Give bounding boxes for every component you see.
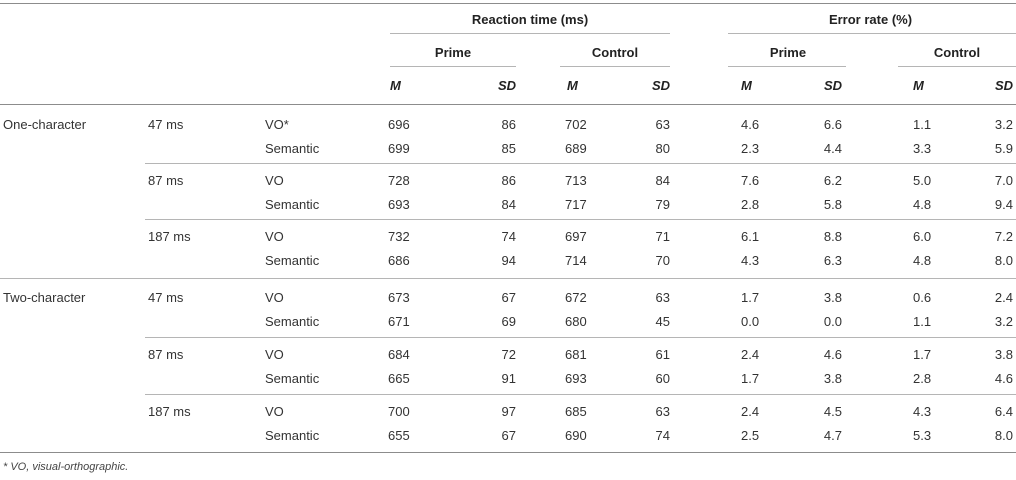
- block-rule: [145, 337, 1016, 338]
- prime-type-label: Semantic: [265, 371, 320, 386]
- table-cell: 63: [655, 404, 670, 419]
- table-cell: 3.2: [994, 117, 1013, 132]
- table-cell: 732: [388, 229, 410, 244]
- soa-label: 187 ms: [148, 229, 191, 244]
- table-cell: 690: [565, 428, 587, 443]
- table-cell: 671: [388, 314, 410, 329]
- table-cell: 3.8: [823, 290, 842, 305]
- table-cell: 717: [565, 197, 587, 212]
- rt-prime-sd-header: SD: [497, 78, 516, 93]
- table-cell: 84: [655, 173, 670, 188]
- table-cell: 61: [655, 347, 670, 362]
- table-cell: 67: [501, 290, 516, 305]
- soa-label: 87 ms: [148, 347, 184, 362]
- table-cell: 713: [565, 173, 587, 188]
- table-cell: 1.1: [913, 314, 932, 329]
- table-cell: 1.7: [741, 290, 760, 305]
- err-prime-m-header: M: [741, 78, 752, 93]
- table-cell: 4.8: [913, 253, 932, 268]
- rt-control-header: Control: [591, 45, 639, 60]
- table-cell: 84: [501, 197, 516, 212]
- rt-control-m-header: M: [567, 78, 578, 93]
- table-cell: 4.3: [913, 404, 932, 419]
- table-cell: 6.1: [741, 229, 760, 244]
- prime-type-label: Semantic: [265, 314, 320, 329]
- prime-type-label: VO: [265, 290, 284, 305]
- table-cell: 63: [655, 117, 670, 132]
- table-cell: 672: [565, 290, 587, 305]
- group-label: Two-character: [3, 290, 86, 305]
- table-cell: 2.4: [741, 404, 760, 419]
- prime-type-label: VO*: [265, 117, 289, 132]
- block-rule: [145, 394, 1016, 395]
- table-cell: 6.4: [994, 404, 1013, 419]
- table-cell: 4.4: [823, 141, 842, 156]
- err-control-m-header: M: [913, 78, 924, 93]
- err-prime-rule: [728, 66, 846, 67]
- table-cell: 2.4: [741, 347, 760, 362]
- table-cell: 3.8: [823, 371, 842, 386]
- table-cell: 60: [655, 371, 670, 386]
- rt-control-sd-header: SD: [651, 78, 670, 93]
- table-cell: 3.2: [994, 314, 1013, 329]
- group-rule: [0, 278, 1016, 279]
- table-cell: 6.6: [823, 117, 842, 132]
- table-cell: 1.1: [913, 117, 932, 132]
- error-rate-header-rule: [728, 33, 1016, 34]
- table-cell: 7.0: [994, 173, 1013, 188]
- table-cell: 693: [565, 371, 587, 386]
- table-cell: 72: [501, 347, 516, 362]
- table-cell: 685: [565, 404, 587, 419]
- table-cell: 6.3: [823, 253, 842, 268]
- table-cell: 0.0: [823, 314, 842, 329]
- soa-label: 187 ms: [148, 404, 191, 419]
- table-cell: 5.0: [913, 173, 932, 188]
- table-cell: 5.8: [823, 197, 842, 212]
- table-cell: 686: [388, 253, 410, 268]
- header-bottom-rule: [0, 104, 1016, 105]
- table-cell: 4.7: [823, 428, 842, 443]
- table-bottom-rule: [0, 452, 1016, 453]
- table-footnote: * VO, visual-orthographic.: [3, 461, 129, 473]
- table-cell: 7.6: [741, 173, 760, 188]
- table-cell: 80: [655, 141, 670, 156]
- table-cell: 2.3: [741, 141, 760, 156]
- table-cell: 6.2: [823, 173, 842, 188]
- table-cell: 728: [388, 173, 410, 188]
- table-cell: 4.6: [823, 347, 842, 362]
- err-control-sd-header: SD: [994, 78, 1013, 93]
- table-cell: 86: [501, 173, 516, 188]
- table-cell: 71: [655, 229, 670, 244]
- table-cell: 2.8: [741, 197, 760, 212]
- table-cell: 74: [655, 428, 670, 443]
- block-rule: [145, 219, 1016, 220]
- table-cell: 1.7: [741, 371, 760, 386]
- table-cell: 45: [655, 314, 670, 329]
- table-cell: 4.5: [823, 404, 842, 419]
- prime-type-label: VO: [265, 347, 284, 362]
- table-cell: 4.8: [913, 197, 932, 212]
- table-cell: 9.4: [994, 197, 1013, 212]
- table-cell: 3.8: [994, 347, 1013, 362]
- soa-label: 47 ms: [148, 290, 184, 305]
- rt-prime-header: Prime: [434, 45, 472, 60]
- table-cell: 673: [388, 290, 410, 305]
- table-cell: 697: [565, 229, 587, 244]
- table-cell: 5.3: [913, 428, 932, 443]
- table-cell: 0.6: [913, 290, 932, 305]
- table-cell: 7.2: [994, 229, 1013, 244]
- table-cell: 680: [565, 314, 587, 329]
- prime-type-label: VO: [265, 173, 284, 188]
- table-cell: 4.6: [994, 371, 1013, 386]
- soa-label: 87 ms: [148, 173, 184, 188]
- table-cell: 2.4: [994, 290, 1013, 305]
- table-cell: 91: [501, 371, 516, 386]
- prime-type-label: Semantic: [265, 197, 320, 212]
- table-cell: 2.5: [741, 428, 760, 443]
- table-cell: 0.0: [741, 314, 760, 329]
- err-prime-header: Prime: [769, 45, 807, 60]
- table-cell: 6.0: [913, 229, 932, 244]
- table-cell: 4.6: [741, 117, 760, 132]
- prime-type-label: VO: [265, 404, 284, 419]
- table-cell: 655: [388, 428, 410, 443]
- block-rule: [145, 163, 1016, 164]
- err-prime-sd-header: SD: [823, 78, 842, 93]
- table-cell: 79: [655, 197, 670, 212]
- table-cell: 8.0: [994, 428, 1013, 443]
- table-cell: 86: [501, 117, 516, 132]
- table-cell: 665: [388, 371, 410, 386]
- error-rate-header: Error rate (%): [828, 12, 913, 27]
- table-cell: 8.0: [994, 253, 1013, 268]
- table-cell: 2.8: [913, 371, 932, 386]
- table-cell: 74: [501, 229, 516, 244]
- table-cell: 696: [388, 117, 410, 132]
- rt-prime-rule: [390, 66, 516, 67]
- err-control-header: Control: [933, 45, 981, 60]
- table-cell: 4.3: [741, 253, 760, 268]
- table-cell: 684: [388, 347, 410, 362]
- table-cell: 85: [501, 141, 516, 156]
- table-cell: 94: [501, 253, 516, 268]
- prime-type-label: VO: [265, 229, 284, 244]
- rt-control-rule: [560, 66, 670, 67]
- table-cell: 714: [565, 253, 587, 268]
- table-cell: 1.7: [913, 347, 932, 362]
- rt-prime-m-header: M: [390, 78, 401, 93]
- table-cell: 5.9: [994, 141, 1013, 156]
- rt-header-rule: [390, 33, 670, 34]
- table-cell: 70: [655, 253, 670, 268]
- table-cell: 700: [388, 404, 410, 419]
- prime-type-label: Semantic: [265, 253, 320, 268]
- err-control-rule: [898, 66, 1016, 67]
- table-cell: 681: [565, 347, 587, 362]
- table-cell: 97: [501, 404, 516, 419]
- table-cell: 699: [388, 141, 410, 156]
- group-label: One-character: [3, 117, 87, 132]
- rt-header: Reaction time (ms): [471, 12, 589, 27]
- soa-label: 47 ms: [148, 117, 184, 132]
- table-cell: 3.3: [913, 141, 932, 156]
- prime-type-label: Semantic: [265, 141, 320, 156]
- table-cell: 67: [501, 428, 516, 443]
- table-cell: 702: [565, 117, 587, 132]
- table-cell: 69: [501, 314, 516, 329]
- prime-type-label: Semantic: [265, 428, 320, 443]
- table-cell: 63: [655, 290, 670, 305]
- table-top-rule: [0, 3, 1016, 4]
- table-cell: 693: [388, 197, 410, 212]
- table-cell: 8.8: [823, 229, 842, 244]
- table-cell: 689: [565, 141, 587, 156]
